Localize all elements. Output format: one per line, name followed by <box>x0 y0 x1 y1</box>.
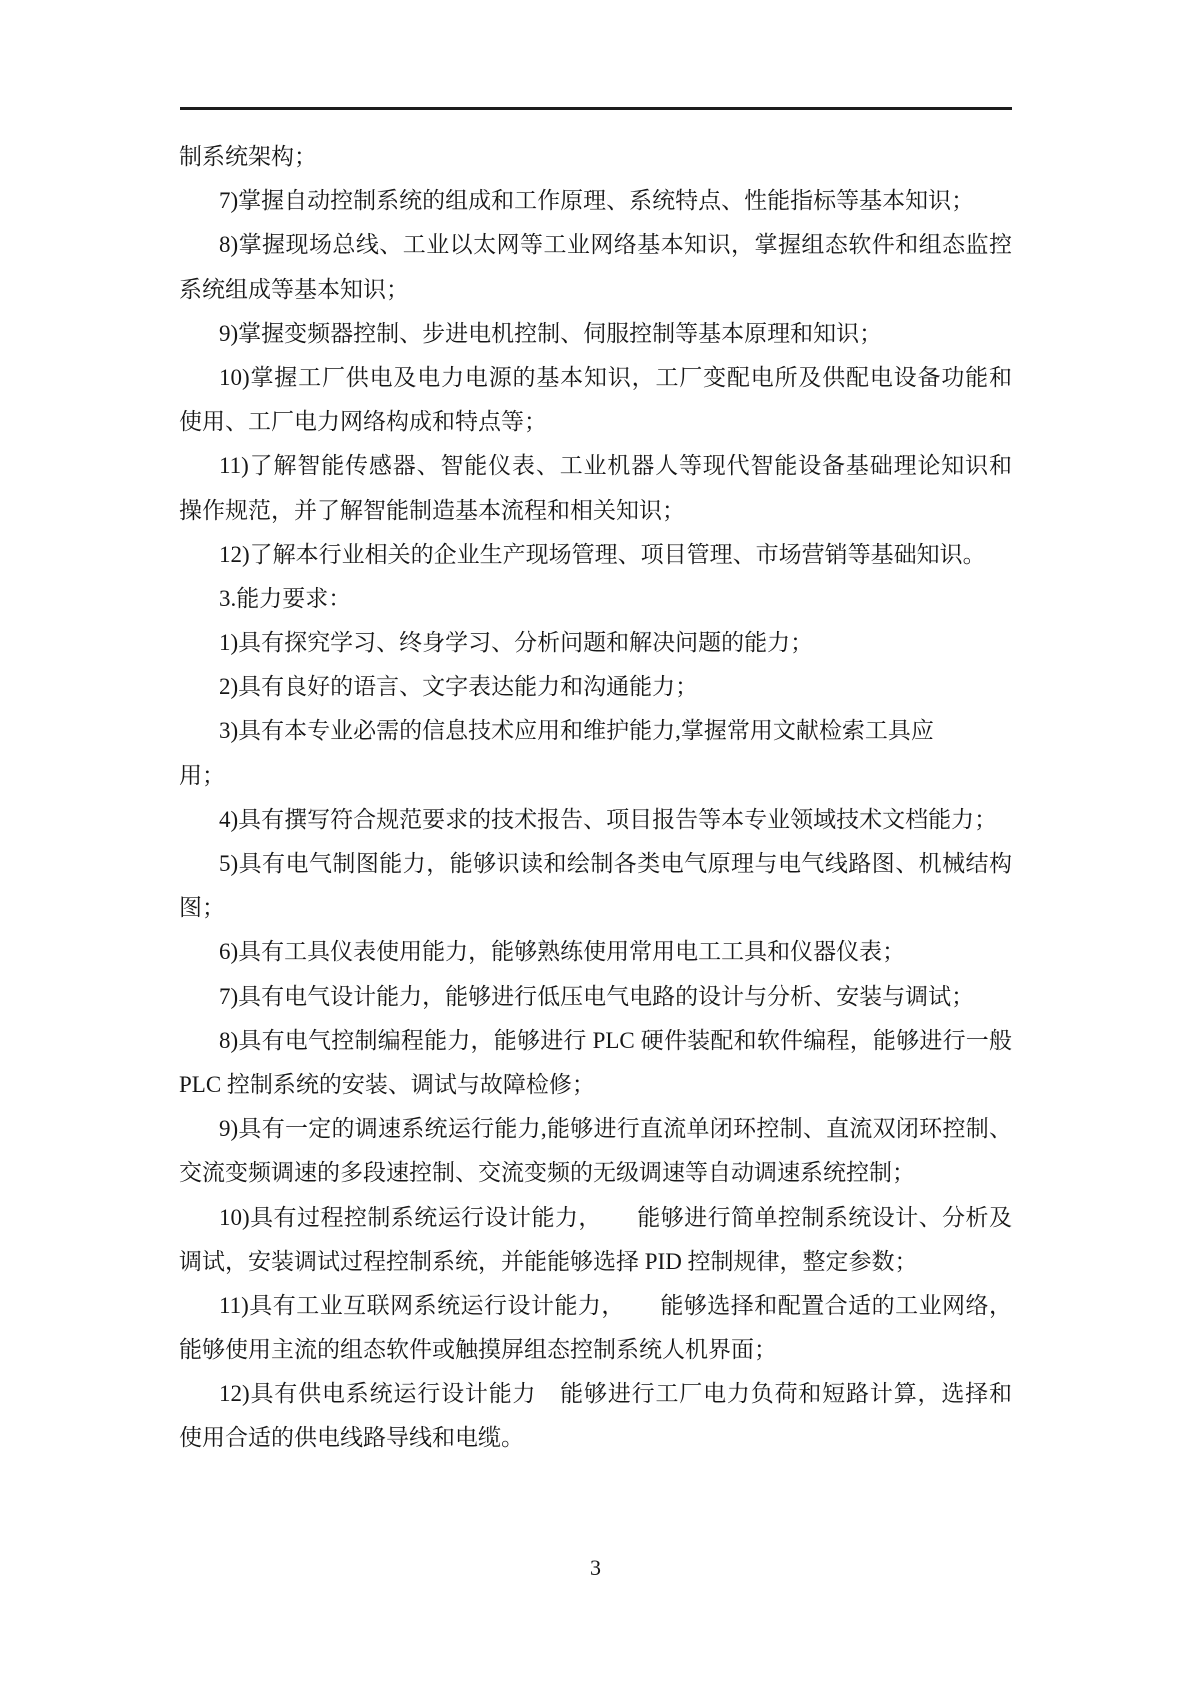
text-line: 12)具有供电系统运行设计能力 能够进行工厂电力负荷和短路计算，选择和 <box>219 1381 1012 1407</box>
text-line: 用； <box>179 762 225 788</box>
text-line: 交流变频调速的多段速控制、交流变频的无级调速等自动调速系统控制； <box>179 1160 915 1186</box>
text-line: 5)具有电气制图能力，能够识读和绘制各类电气原理与电气线路图、机械结构 <box>219 851 1012 876</box>
text-line: 3.能力要求： <box>219 585 352 611</box>
text-line: 8)掌握现场总线、工业以太网等工业网络基本知识，掌握组态软件和组态监控 <box>219 232 1012 258</box>
text-line: 操作规范，并了解智能制造基本流程和相关知识； <box>179 497 685 523</box>
text-line: 图； <box>179 895 225 921</box>
header-divider-rule <box>180 107 1012 110</box>
text-line: 调试，安装调试过程控制系统，并能能够选择 PID 控制规律，整定参数； <box>179 1248 918 1274</box>
text-line: 7)具有电气设计能力，能够进行低压电气电路的设计与分析、安装与调试； <box>219 983 975 1009</box>
text-line: 9)掌握变频器控制、步进电机控制、伺服控制等基本原理和知识； <box>219 320 883 346</box>
text-line: 1)具有探究学习、终身学习、分析问题和解决问题的能力； <box>219 630 814 656</box>
text-line: 11)了解智能传感器、智能仪表、工业机器人等现代智能设备基础理论知识和 <box>219 453 1012 479</box>
text-line: 10)具有过程控制系统运行设计能力， 能够进行简单控制系统设计、分析及 <box>219 1204 1012 1230</box>
text-line: 制系统架构； <box>179 144 317 169</box>
text-line: 能够使用主流的组态软件或触摸屏组态控制系统人机界面； <box>179 1337 777 1363</box>
text-line: 8)具有电气控制编程能力，能够进行 PLC 硬件装配和软件编程，能够进行一般 <box>219 1027 1012 1053</box>
text-line: 3)具有本专业必需的信息技术应用和维护能力,掌握常用文献检索工具应 <box>219 718 934 744</box>
text-line: 6)具有工具仪表使用能力，能够熟练使用常用电工工具和仪器仪表； <box>219 939 906 965</box>
text-line: 2)具有良好的语言、文字表达能力和沟通能力； <box>219 674 699 700</box>
text-line: PLC 控制系统的安装、调试与故障检修； <box>179 1071 595 1097</box>
text-line: 使用合适的供电线路导线和电缆。 <box>179 1425 524 1451</box>
document-body <box>179 135 1012 1461</box>
text-line: 系统组成等基本知识； <box>179 276 409 302</box>
page-number: 3 <box>590 1555 601 1580</box>
text-line: 使用、工厂电力网络构成和特点等； <box>179 409 547 435</box>
text-line: 4)具有撰写符合规范要求的技术报告、项目报告等本专业领域技术文档能力； <box>219 806 998 832</box>
text-line: 10)掌握工厂供电及电力电源的基本知识，工厂变配电所及供配电设备功能和 <box>219 364 1012 390</box>
text-line: 12)了解本行业相关的企业生产现场管理、项目管理、市场营销等基础知识。 <box>219 541 986 567</box>
text-line: 9)具有一定的调速系统运行能力,能够进行直流单闭环控制、直流双闭环控制、 <box>219 1116 1012 1142</box>
text-line: 11)具有工业互联网系统运行设计能力， 能够选择和配置合适的工业网络， <box>219 1292 1012 1318</box>
text-line: 7)掌握自动控制系统的组成和工作原理、系统特点、性能指标等基本知识； <box>219 188 975 214</box>
